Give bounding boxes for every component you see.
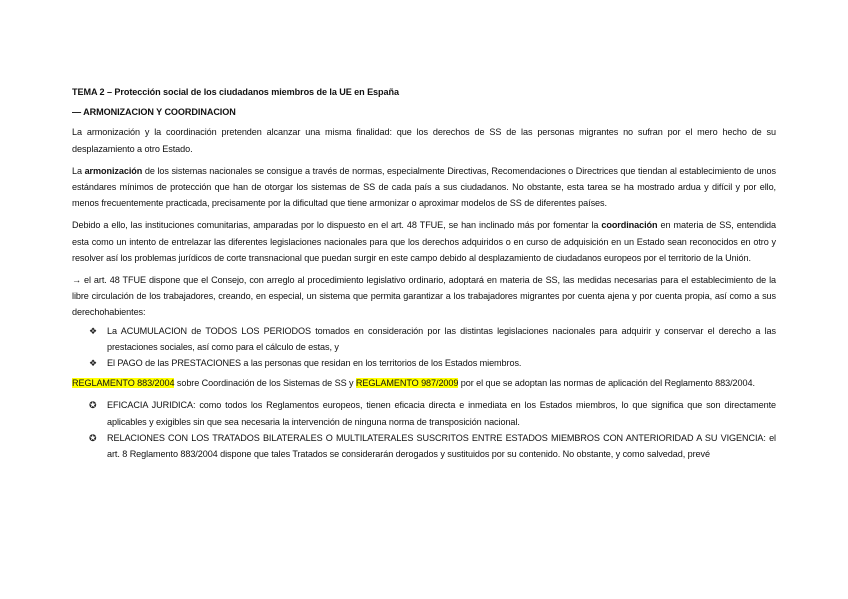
highlight-reglamento-987: REGLAMENTO 987/2009 bbox=[355, 378, 459, 389]
list-item-text: La ACUMULACION de TODOS LOS PERIODOS tomados en consideración por las distintas legislaciones nacionales para adquirir y conservar el derecho a las prestaciones sociales, así como para el cálculo de estas, y bbox=[107, 325, 776, 352]
paragraph-text: de los sistemas nacionales se consigue a través de normas, especialmente Directivas, Recomendaciones o Directrices que tiendan al establecimiento de unos estándares mínimos de protección que han de otorgar los sistemas de SS de cada país a sus ciudadanos. No obstante, esta tarea se ha mostrado ardua y difícil y por ello, menos frecuentemente practicada, precisamente por la dificultad que tiene armonizar o aproximar modelos de SS de diferentes países. bbox=[72, 165, 776, 209]
list-item-text: El PAGO de las PRESTACIONES a las personas que residan en los territorios de los Estados miembros. bbox=[107, 358, 522, 369]
paragraph-text: La bbox=[72, 165, 85, 176]
bold-term-coordinacion: coordinación bbox=[601, 220, 658, 231]
paragraph-text: sobre Coordinación de los Sistemas de SS y bbox=[174, 378, 356, 389]
paragraph-text: Debido a ello, las instituciones comunitarias, amparadas por lo dispuesto en el art. 48 TFUE, se han inclinado más por fomentar la bbox=[72, 220, 602, 231]
diamond-bullet-icon: ❖ bbox=[89, 358, 97, 369]
list-item bbox=[72, 355, 776, 371]
bold-term-armonizacion: armonización bbox=[84, 165, 143, 176]
star-bullet-icon: ✪ bbox=[89, 400, 97, 411]
paragraph-definition: La armonización y la coordinación pretenden alcanzar una misma finalidad: que los derechos de SS de las personas migrantes no sufran por el mero hecho de su desplazamiento a otro Estado. bbox=[72, 127, 776, 154]
paragraph-reglamentos bbox=[72, 375, 776, 391]
list-item-text: EFICACIA JURIDICA: como todos los Reglamentos europeos, tienen eficacia directa e inmediata en los Estados miembros, lo que significa que son directamente aplicables y exigibles sin que sea necesaria la intervención de ninguna norma de transposición nacional. bbox=[107, 400, 776, 427]
paragraph-text: en materia de SS, entendida esta como un intento de entrelazar las diferentes legislaciones nacionales para que los derechos adquiridos o en curso de adquisición en un Estado sean reconocidos en otro y resolver así los problemas jurídicos de corte transnacional que puedan surgir en este campo debido al desplazamiento de ciudadanos europeos por el territorio de la Unión. bbox=[72, 220, 776, 263]
list-item bbox=[72, 397, 776, 429]
list-item-text: RELACIONES CON LOS TRATADOS BILATERALES O MULTILATERALES SUSCRITOS ENTRE ESTADOS MIEMBROS CON ANTERIORIDAD A SU VIGENCIA: el art. 8 Reglamento 883/2004 dispone que tales Tratados se considerarán derogados y sustituidos por su contenido. No obstante, y como salvedad, prevé bbox=[107, 432, 776, 460]
list-item bbox=[72, 430, 776, 462]
list-item bbox=[72, 323, 776, 355]
paragraph-coordinacion bbox=[72, 217, 776, 266]
diamond-bullet-icon: ❖ bbox=[89, 325, 97, 336]
bullet-list-principles bbox=[72, 323, 776, 372]
document-page bbox=[72, 84, 776, 466]
paragraph-armonizacion bbox=[72, 163, 776, 212]
paragraph-text: por el que se adoptan las normas de aplicación del Reglamento 883/2004. bbox=[458, 378, 755, 389]
highlight-reglamento-883: REGLAMENTO 883/2004 bbox=[72, 378, 175, 389]
bullet-list-reglamentos bbox=[72, 397, 776, 462]
star-bullet-icon: ✪ bbox=[89, 432, 97, 443]
document-title: TEMA 2 – Protección social de los ciudadanos miembros de la UE en España bbox=[72, 87, 399, 97]
paragraph-art48: → el art. 48 TFUE dispone que el Consejo, con arreglo al procedimiento legislativo ordinario, adoptará en materia de SS, las medidas necesarias para el establecimiento de la libre circulación de los trabajadores, creando, en especial, un sistema que permita garantizar a los trabajadores migrantes por cuenta ajena y por cuenta propia, así como a sus derechohabientes: bbox=[72, 275, 776, 318]
section-heading: — ARMONIZACION Y COORDINACION bbox=[72, 107, 236, 118]
